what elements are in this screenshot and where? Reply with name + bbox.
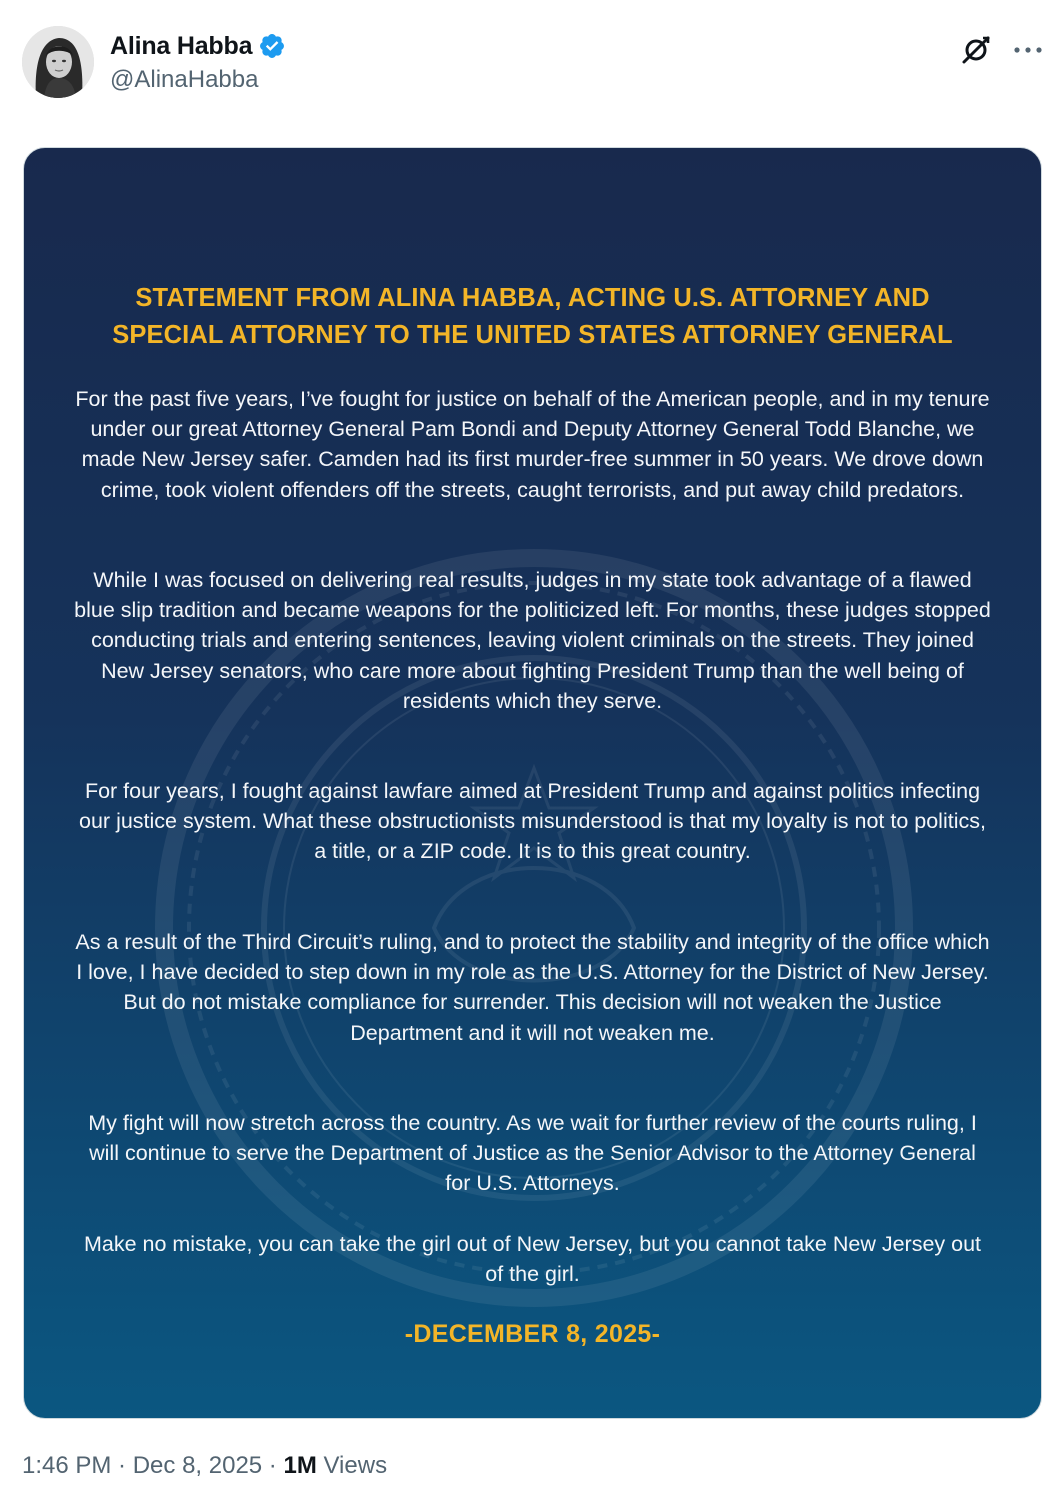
display-name[interactable]: Alina Habba	[110, 31, 253, 60]
meta-separator: ·	[111, 1452, 133, 1479]
statement-title-line-1: STATEMENT FROM ALINA HABBA, ACTING U.S. ATTORNEY AND	[135, 284, 930, 312]
statement-paragraph: For four years, I fought against lawfare aimed at President Trump and against politics infecting our justice system. What these obstructionists misunderstood is that my loyalty is not to politics, a title, or a ZIP code. It is to this great country.	[79, 779, 986, 864]
statement-date: -DECEMBER 8, 2025-	[404, 1320, 661, 1348]
statement-paragraph: As a result of the Third Circuit’s ruling, and to protect the stability and integrity of the office which I love, I have decided to step down in my role as the U.S. Attorney for the District of New Jersey. But do not mistake compliance for surrender. This decision will not weaken the Justice Department and it will not weaken me.	[75, 930, 990, 1045]
verified-badge-icon[interactable]	[258, 32, 286, 60]
tweet-header	[22, 26, 1042, 102]
statement-paragraph: While I was focused on delivering real results, judges in my state took advantage of a flawed blue slip tradition and became weapons for the politicized left. For months, these judges stopped conducting trials and entering sentences, leaving violent criminals on the streets. They joined New Jersey senators, who care more about fighting President Trump than the well being of residents which they serve.	[74, 568, 991, 713]
grok-icon[interactable]	[956, 30, 996, 70]
statement-paragraph: My fight will now stretch across the country. As we wait for further review of the courts ruling, I will continue to serve the Department of Justice as the Senior Advisor to the Attorney General for U.S. Attorneys.	[88, 1111, 977, 1196]
views-label[interactable]: Views	[316, 1452, 388, 1479]
avatar[interactable]	[22, 26, 94, 98]
post-time-link[interactable]: 1:46 PM	[22, 1452, 112, 1479]
statement-title-line-2: SPECIAL ATTORNEY TO THE UNITED STATES ATTORNEY GENERAL	[112, 321, 953, 349]
handle[interactable]: @AlinaHabba	[110, 66, 259, 93]
statement-image[interactable]	[23, 147, 1042, 1419]
name-row	[110, 30, 286, 62]
meta-separator: ·	[262, 1452, 284, 1479]
more-options-icon[interactable]	[1008, 30, 1048, 70]
post-date-link[interactable]: Dec 8, 2025	[132, 1452, 263, 1479]
avatar-image	[22, 26, 94, 98]
tweet-meta	[22, 1452, 387, 1480]
statement-title	[54, 280, 1011, 354]
statement-paragraph: For the past five years, I’ve fought for justice on behalf of the American people, and in my tenure under our great Attorney General Pam Bondi and Deputy Attorney General Todd Blanche, we made New Jersey safer. Camden had its first murder-free summer in 50 years. We drove down crime, took violent offenders off the streets, caught terrorists, and put away child predators.	[75, 387, 990, 502]
views-count[interactable]: 1M	[283, 1452, 317, 1479]
statement-paragraph: Make no mistake, you can take the girl out of New Jersey, but you cannot take New Jersey out of the girl.	[83, 1232, 982, 1287]
